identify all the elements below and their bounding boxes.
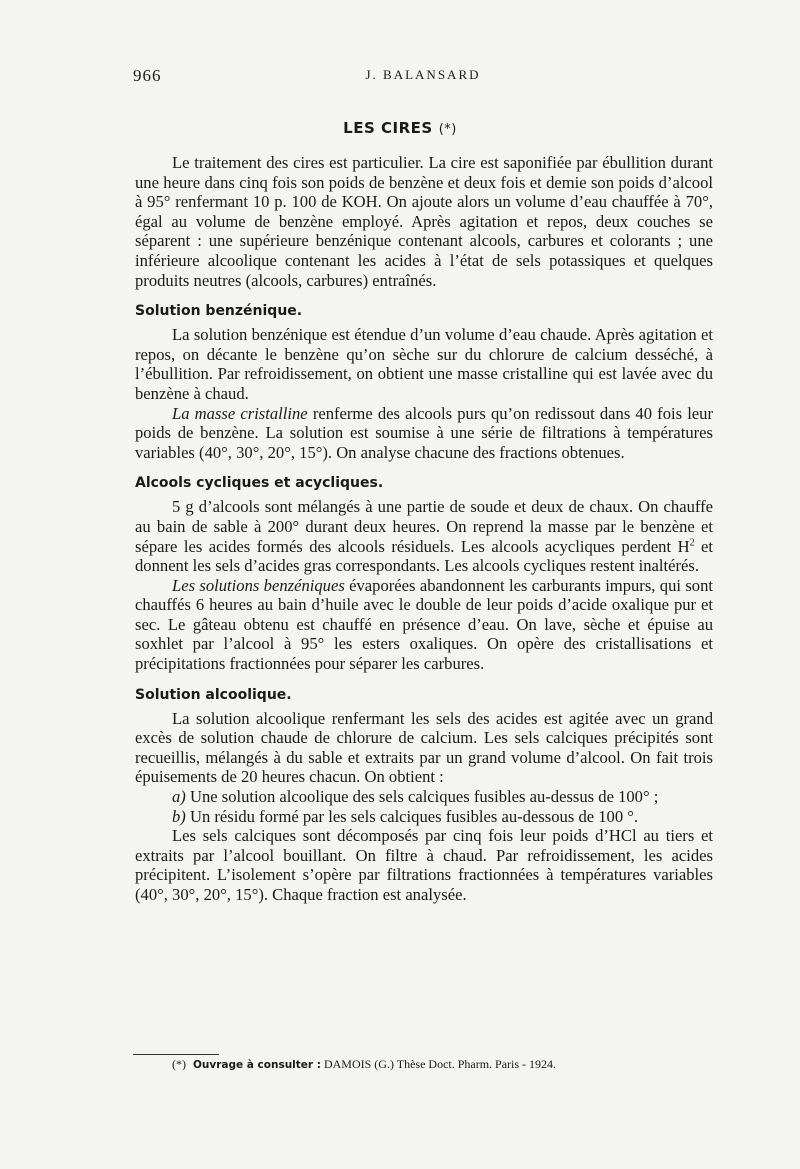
italic-phrase: La masse cristalline [172, 403, 308, 423]
running-head: J. BALANSARD [365, 67, 481, 82]
subheading: Alcools cycliques et acycliques. [135, 475, 384, 492]
footnote-rule [133, 1054, 219, 1055]
subheading: Solution benzénique. [135, 303, 303, 320]
page-number: 966 [133, 66, 162, 85]
list-marker: b) [172, 806, 186, 826]
italic-phrase: Les solutions benzéniques [172, 575, 345, 595]
footnote-text: DAMOIS (G.) Thèse Doct. Pharm. Paris - 1924. [323, 1057, 557, 1071]
paragraph [135, 404, 713, 463]
footnote-marker: (*) [438, 122, 457, 137]
paragraph: La solution alcoolique renfermant les sels des acides est agitée avec un grand excès de solution chaude de chlorure de calcium. Les sels calciques précipités sont recueillis, mélangés à du sable et extraits par un grand volume d’alcool. On fait trois épuisements de 20 heures chacun. On obtient : [135, 708, 713, 787]
paragraph-text: évaporées abandonnent les carburants impurs, qui sont chauffés 6 heures au bain d’huile avec le double de leur poids d’acide oxalique pur et sec. Le gâteau obtenu est chauffé en présence d’eau. On lave, sèche et épuise au soxhlet par l’alcool à 95° les esters oxaliques. On opère des cristallisations et précipitations fractionnées pour séparer les carbures. [135, 575, 713, 674]
paragraph [135, 576, 713, 674]
paragraph-text: Une solution alcoolique des sels calciques fusibles au-dessus de 100° ; [185, 787, 659, 807]
footnote-label: Ouvrage à consulter : [193, 1059, 321, 1071]
section-title-text: LES CIRES [343, 119, 433, 137]
paragraph-text: et donnent les sels d’acides gras correspondants. Les alcools cycliques restent inaltérés. [135, 536, 714, 576]
body-text [135, 153, 713, 905]
footnote-marker: (*) [172, 1057, 186, 1071]
list-marker: a) [172, 787, 186, 807]
paragraph [135, 497, 713, 575]
paragraph [135, 807, 713, 827]
paragraph-text: renferme des alcools purs qu’on redissout dans 40 fois leur poids de benzène. La solution est soumise à une série de filtrations à températures variables (40°, 30°, 20°, 15°). On analyse chacune des fractions obtenues. [135, 403, 713, 462]
paragraph: Les sels calciques sont décomposés par cinq fois leur poids d’HCl au tiers et extraits par l’alcool bouillant. On filtre à chaud. Par refroidissement, les acides précipitent. L’isolement s’opère par filtrations fractionnées à températures variables (40°, 30°, 20°, 15°). Chaque fraction est analysée. [135, 826, 713, 904]
paragraph-text: Un résidu formé par les sels calciques fusibles au-dessous de 100 °. [185, 806, 639, 826]
footnote [172, 1057, 556, 1072]
paragraph [135, 787, 713, 807]
superscript: 2 [689, 536, 695, 548]
paragraph-text: 5 g d’alcools sont mélangés à une partie de soude et deux de chaux. On chauffe au bain de sable à 200° durant deux heures. On reprend la masse par le benzène et sépare les acides formés des alcools résiduels. Les alcools acycliques perdent H [135, 497, 713, 556]
paragraph: Le traitement des cires est particulier. La cire est saponifiée par ébullition durant une heure dans cinq fois son poids de benzène et deux fois et demie son poids d’alcool à 95° renfermant 10 p. 100 de KOH. On ajoute alors un volume d’eau chauffée à 70°, égal au volume de benzène employé. Après agitation et repos, deux couches se séparent : une supérieure benzénique contenant alcools, carbures et colorants ; une inférieure alcoolique contenant les acides à l’état de sels potassiques et quelques produits neutres (alcools, carbures) entraînés. [135, 153, 713, 290]
page-header [133, 66, 713, 86]
section-title [0, 119, 800, 137]
paragraph: La solution benzénique est étendue d’un volume d’eau chaude. Après agitation et repos, on décante le benzène qu’on sèche sur du chlorure de calcium desséché, à l’ébullition. Par refroidissement, on obtient une masse cristalline qui est lavée avec du benzène à chaud. [135, 325, 713, 403]
subheading: Solution alcoolique. [135, 686, 292, 703]
